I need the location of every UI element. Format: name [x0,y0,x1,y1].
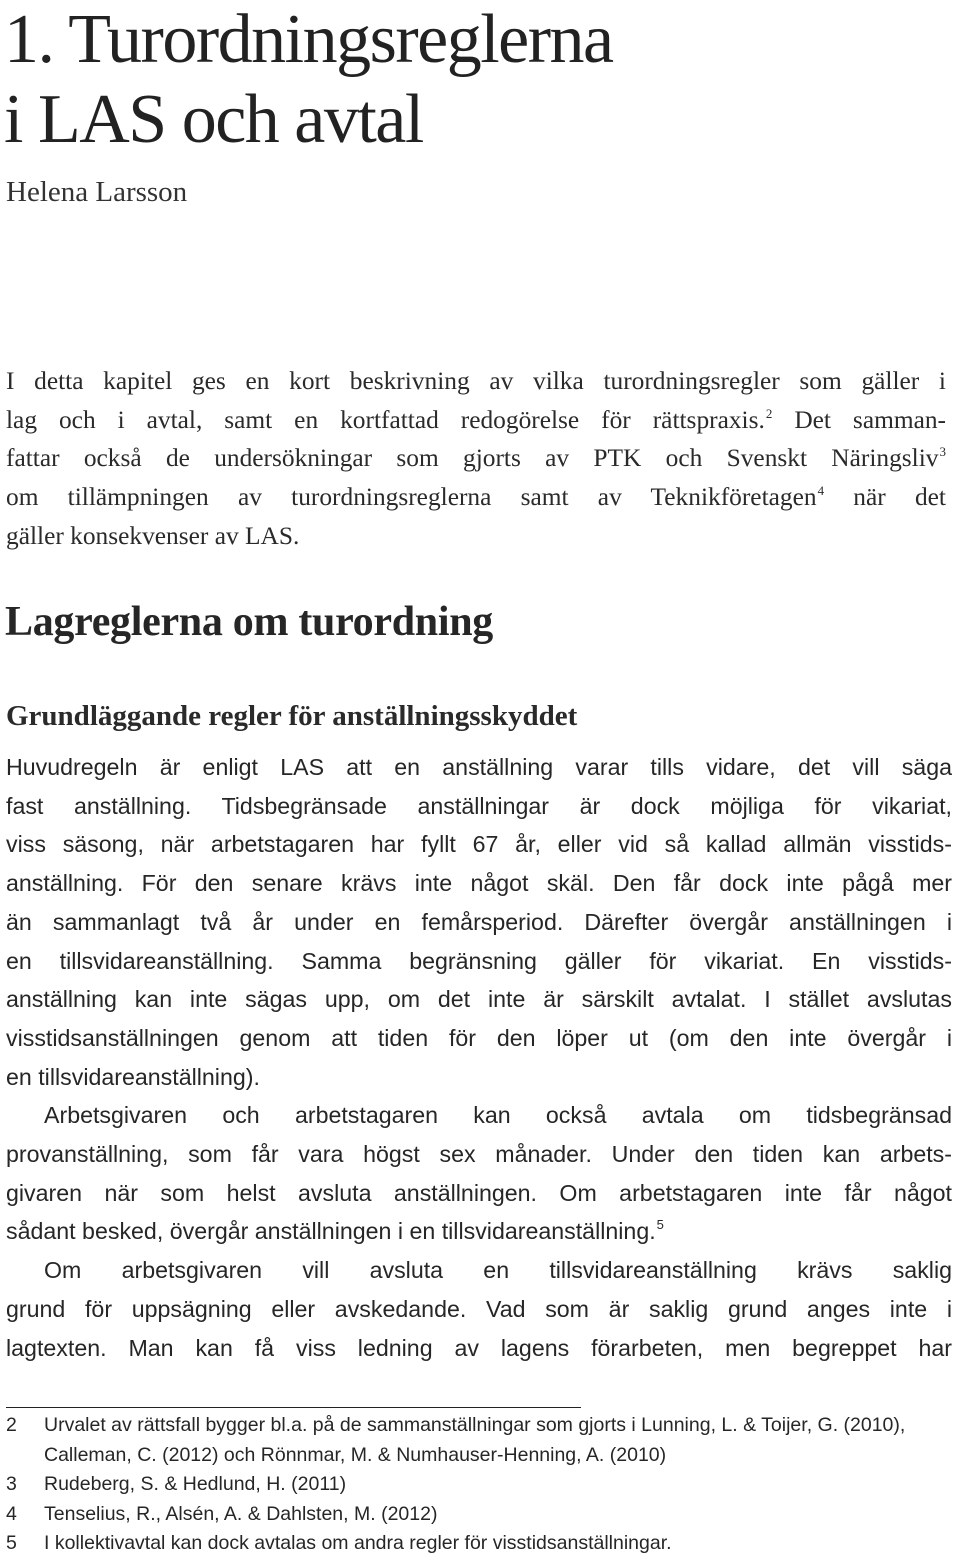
body-line: anställning. För den senare krävs inte något skäl. Den får dock inte pågå mer [6,870,952,897]
intro-line [6,401,946,440]
intro-paragraph [6,362,946,556]
body-line [6,1212,952,1251]
body-line-text: sådant besked, övergår anställningen i en tillsvidareanställning. [6,1218,656,1245]
footnote-number: 3 [6,1473,17,1495]
intro-line [6,439,946,478]
footnote-item [6,1411,952,1470]
footnote-text [44,1411,952,1470]
footnote-number: 2 [6,1414,17,1436]
intro-line: I detta kapitel ges en kort beskrivning av vilka turordningsregler som gäller i [6,367,946,395]
body-line: Arbetsgivaren och arbetstagaren kan också avtala om tidsbegränsad [44,1102,952,1129]
footnote-ref-2[interactable]: 2 [765,405,773,421]
footnote-line: Calleman, C. (2012) och Rönnmar, M. & Numhauser-Henning, A. (2010) [44,1443,667,1466]
subsection-heading: Grundläggande regler för anställningsskyddet [6,700,578,732]
footnote-item [6,1470,952,1500]
footnote-line: Rudeberg, S. & Hedlund, H. (2011) [44,1473,347,1495]
intro-line [6,478,946,517]
footnotes [6,1411,952,1559]
body-line: anställning kan inte sägas upp, om det inte är särskilt avtalat. I stället avslutas [6,986,952,1013]
intro-line: gäller konsekvenser av LAS. [6,521,300,550]
body-line: en tillsvidareanställning. Samma begränsning gäller för vikariat. En visstids- [6,947,952,974]
body-line: viss säsong, när arbetstagaren har fyllt 67 år, eller vid så kallad allmän visstids- [6,831,952,858]
body-line: givaren när som helst avsluta anställningen. Om arbetstagaren inte får något [6,1179,952,1206]
footnote-item [6,1529,952,1559]
chapter-title [4,0,613,160]
intro-line-text: lag och i avtal, samt en kortfattad redogörelse för rättspraxis. [6,405,765,434]
footnote-ref-5[interactable]: 5 [656,1217,664,1233]
body-line: lagtexten. Man kan få viss ledning av lagens förarbeten, men begreppet har [6,1334,952,1361]
intro-line-text: fattar också de undersökningar som gjorts av PTK och Svenskt Näringsliv [6,444,939,473]
intro-line-text: när det [853,483,946,512]
footnote-item [6,1500,952,1530]
body-line: grund för uppsägning eller avskedande. Vad som är saklig grund anges inte i [6,1295,952,1322]
footnote-ref-3[interactable]: 3 [939,444,946,460]
body-line: Huvudregeln är enligt LAS att en anställning varar tills vidare, det vill säga [6,754,952,780]
chapter-title-line-2: i LAS och avtal [4,81,423,158]
body-line: visstidsanställningen genom att tiden för den löper ut (om den inte övergår i [6,1024,952,1051]
body-text [6,748,952,1367]
body-line: Om arbetsgivaren vill avsluta en tillsvidareanställning krävs saklig [44,1257,952,1284]
intro-line-text: om tillämpningen av turordningsreglerna samt av Teknikföretagen [6,483,817,512]
body-line: än sammanlagt två år under en femårsperiod. Därefter övergår anställningen i [6,908,952,935]
footnote-text [44,1529,952,1559]
chapter-title-line-1: 1. Turordningsreglerna [4,1,613,78]
author-name: Helena Larsson [6,176,188,208]
footnote-ref-4[interactable]: 4 [817,483,825,499]
intro-line-text: Det samman- [794,405,947,434]
footnote-line: Tenselius, R., Alsén, A. & Dahlsten, M. (2012) [44,1502,438,1525]
footnote-number: 5 [6,1532,17,1554]
body-line: provanställning, som får vara högst sex månader. Under den tiden kan arbets- [6,1141,952,1168]
body-line: fast anställning. Tidsbegränsade anställningar är dock möjliga för vikariat, [6,792,952,819]
section-heading: Lagreglerna om turordning [5,599,493,645]
footnote-text [44,1470,952,1500]
footnote-text [44,1500,952,1530]
footnote-line: I kollektivavtal kan dock avtalas om andra regler för visstidsanställningar. [44,1532,672,1554]
footnote-line: Urvalet av rättsfall bygger bl.a. på de sammanställningar som gjorts i Lunning, L. & Toijer, G. (2010), [44,1414,906,1436]
footnote-divider [6,1407,581,1408]
footnote-number: 4 [6,1502,17,1525]
body-line: en tillsvidareanställning). [6,1063,260,1090]
